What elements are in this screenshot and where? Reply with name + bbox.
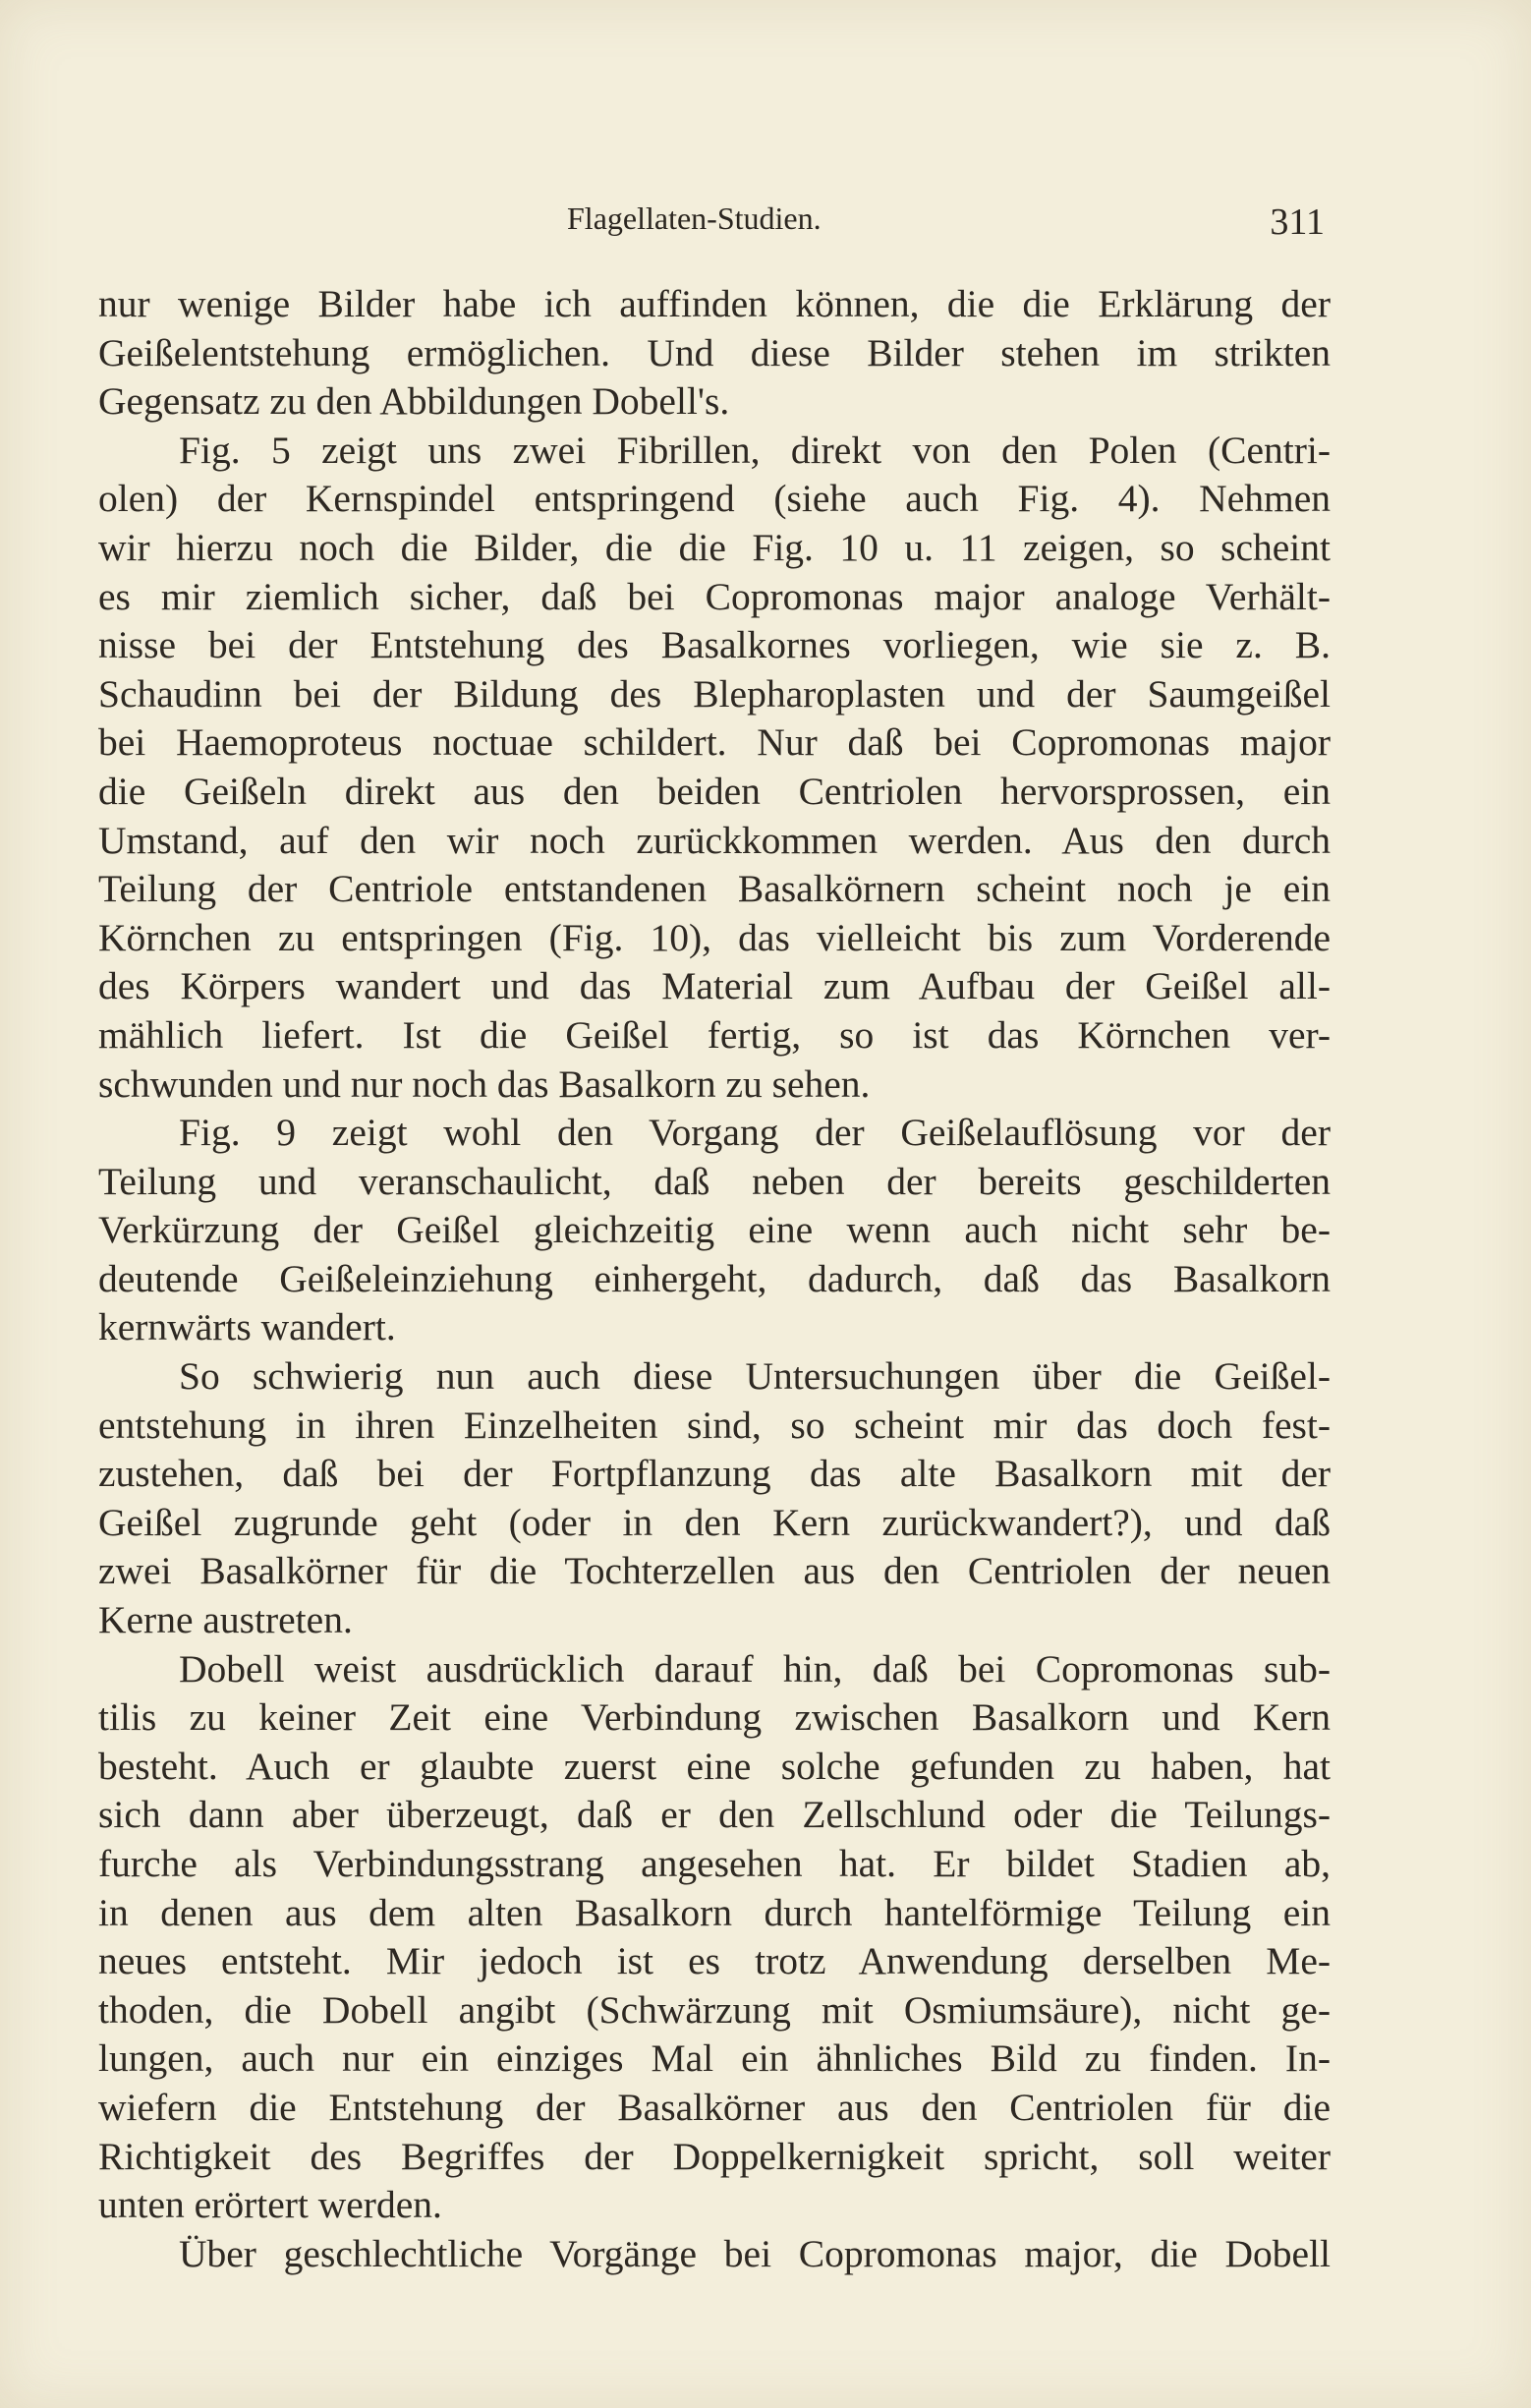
text-line: thoden, die Dobell angibt (Schwärzung mit Osmiumsäure), nicht ge- (98, 1987, 1331, 2032)
text-line: zustehen, daß bei der Fortpflanzung das alte Basalkorn mit der (98, 1452, 1331, 1496)
body-text (98, 280, 1331, 2278)
text-line: wir hierzu noch die Bilder, die die Fig. 10 u. 11 zeigen, so scheint (98, 525, 1331, 569)
text-line: Verkürzung der Geißel gleichzeitig eine wenn auch nicht sehr be- (98, 1208, 1331, 1252)
text-line: unten erörtert werden. (98, 2183, 442, 2227)
text-line: Richtigkeit des Begriffes der Doppelkernigkeit spricht, soll weiter (98, 2134, 1331, 2178)
text-line: Geißel zugrunde geht (oder in den Kern zurückwandert?), und daß (98, 1500, 1331, 1544)
page-number: 311 (1270, 201, 1325, 243)
page-header (98, 201, 1331, 250)
text-line: Fig. 5 zeigt uns zwei Fibrillen, direkt von den Polen (Centri- (179, 428, 1331, 472)
text-line: zwei Basalkörner für die Tochterzellen aus den Centriolen der neuen (98, 1549, 1331, 1593)
text-line: schwunden und nur noch das Basalkorn zu sehen. (98, 1061, 871, 1106)
text-line: besteht. Auch er glaubte zuerst eine solche gefunden zu haben, hat (98, 1744, 1331, 1788)
text-line: in denen aus dem alten Basalkorn durch hantelförmige Teilung ein (98, 1890, 1331, 1934)
text-line: Gegensatz zu den Abbildungen Dobell's. (98, 379, 730, 424)
text-line: Teilung der Centriole entstandenen Basalkörnern scheint noch je ein (98, 867, 1331, 911)
text-line: bei Haemoproteus noctuae schildert. Nur daß bei Copromonas major (98, 720, 1331, 765)
text-line: Körnchen zu entspringen (Fig. 10), das vielleicht bis zum Vorderende (98, 915, 1331, 959)
text-line: nur wenige Bilder habe ich auffinden können, die die Erklärung der (98, 282, 1331, 325)
running-title: Flagellaten-Studien. (567, 201, 822, 236)
text-line: Über geschlechtliche Vorgänge bei Copromonas major, die Dobell (179, 2231, 1331, 2275)
text-line: olen) der Kernspindel entspringend (siehe auch Fig. 4). Nehmen (98, 477, 1331, 521)
text-line: So schwierig nun auch diese Untersuchungen über die Geißel- (179, 1354, 1331, 1399)
text-line: sich dann aber überzeugt, daß er den Zellschlund oder die Teilungs- (98, 1793, 1331, 1837)
text-line: Dobell weist ausdrücklich darauf hin, daß bei Copromonas sub- (179, 1646, 1331, 1691)
text-line: neues entsteht. Mir jedoch ist es trotz Anwendung derselben Me- (98, 1939, 1331, 1983)
text-line: des Körpers wandert und das Material zum Aufbau der Geißel all- (98, 964, 1331, 1008)
text-line: Schaudinn bei der Bildung des Blepharoplasten und der Saumgeißel (98, 671, 1331, 716)
text-line: furche als Verbindungsstrang angesehen hat. Er bildet Stadien ab, (98, 1842, 1331, 1885)
text-line: kernwärts wandert. (98, 1305, 396, 1349)
text-line: deutende Geißeleinziehung einhergeht, dadurch, daß das Basalkorn (98, 1256, 1331, 1300)
text-line: tilis zu keiner Zeit eine Verbindung zwischen Basalkorn und Kern (98, 1695, 1331, 1740)
text-line: Fig. 9 zeigt wohl den Vorgang der Geißelauflösung vor der (179, 1111, 1331, 1155)
text-line: Kerne austreten. (98, 1598, 353, 1642)
text-line: mählich liefert. Ist die Geißel fertig, so ist das Körnchen ver- (98, 1012, 1331, 1057)
text-line: Umstand, auf den wir noch zurückkommen werden. Aus den durch (98, 818, 1331, 862)
text-line: wiefern die Entstehung der Basalkörner aus den Centriolen für die (98, 2085, 1331, 2129)
text-line: nisse bei der Entstehung des Basalkornes vorliegen, wie sie z. B. (98, 623, 1331, 667)
text-line: Geißelentstehung ermöglichen. Und diese Bilder stehen im strikten (98, 330, 1331, 374)
text-line: entstehung in ihren Einzelheiten sind, so scheint mir das doch fest- (98, 1403, 1331, 1447)
text-line: Teilung und veranschaulicht, daß neben der bereits geschilderten (98, 1159, 1331, 1203)
text-line: die Geißeln direkt aus den beiden Centriolen hervorsprossen, ein (98, 769, 1331, 813)
text-line: es mir ziemlich sicher, daß bei Copromonas major analoge Verhält- (98, 574, 1331, 618)
text-line: lungen, auch nur ein einziges Mal ein ähnliches Bild zu finden. In- (98, 2036, 1331, 2081)
